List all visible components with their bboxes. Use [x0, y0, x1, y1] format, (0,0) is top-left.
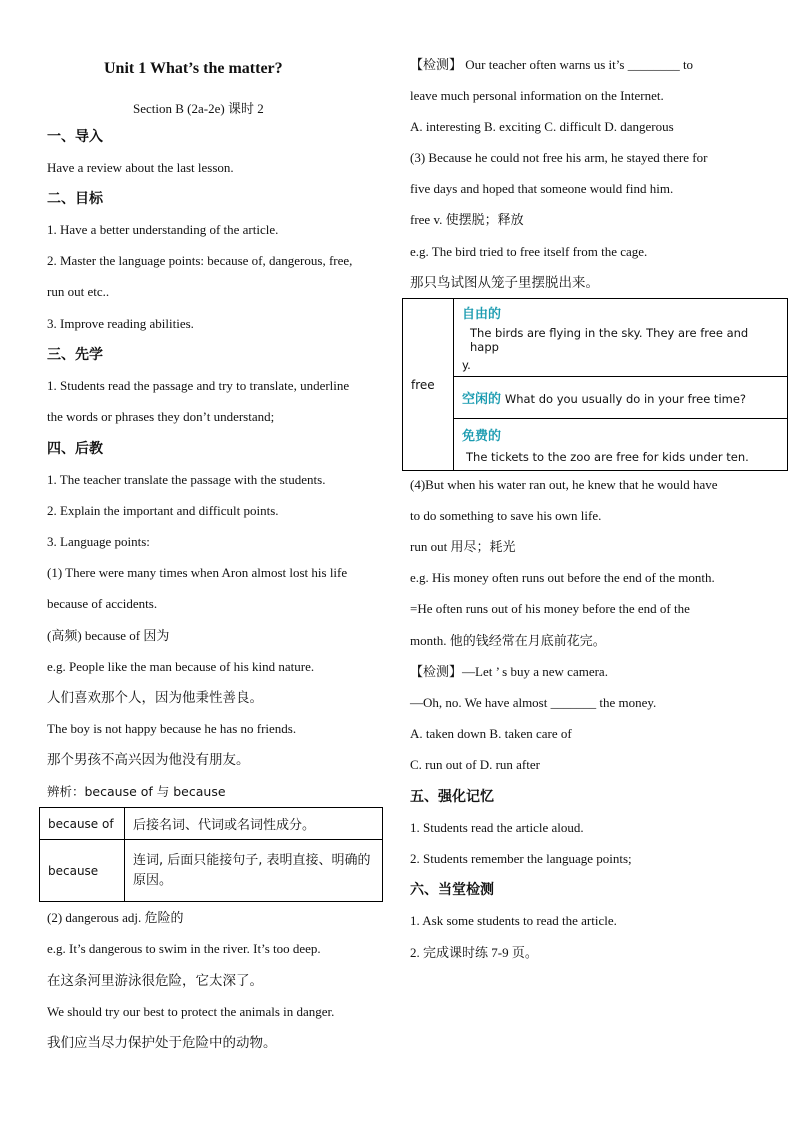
text-line: Have a review about the last lesson.: [47, 160, 234, 175]
meaning-cell: [454, 299, 788, 377]
meaning-cell: [454, 377, 788, 419]
text-line: 辨析：because of 与 because: [47, 784, 226, 799]
text-line: free v. 使摆脱；释放: [410, 212, 524, 227]
text-line: because of accidents.: [47, 596, 158, 611]
text-line: e.g. The bird tried to free itself from the cage.: [410, 244, 648, 259]
text-line: 1. Have a better understanding of the article.: [47, 222, 279, 237]
text-line: 1. Students read the passage and try to translate, underline: [47, 378, 350, 393]
meaning-label: 自由的: [462, 307, 502, 322]
text-line: (4)But when his water ran out, he knew that he would have: [410, 477, 718, 492]
text-line: =He often runs out of his money before the end of the: [410, 601, 690, 616]
text-line: run out 用尽；耗光: [410, 539, 516, 554]
text-line: 【检测】 Our teacher often warns us it’s ________ to: [410, 57, 694, 72]
table-term: because of: [40, 808, 125, 840]
table-desc: 连词, 后面只能接句子, 表明直接、明确的原因。: [125, 840, 383, 902]
text-line: (高频) because of 因为: [47, 628, 170, 643]
text-line: We should try our best to protect the animals in danger.: [47, 1004, 335, 1019]
free-meanings-table: [402, 298, 788, 471]
because-comparison-table: [39, 807, 383, 902]
text-line: 我们应当尽力保护处于危险中的动物。: [47, 1035, 277, 1051]
text-line: leave much personal information on the Internet.: [410, 88, 664, 103]
text-line: e.g. People like the man because of his kind nature.: [47, 659, 315, 674]
meaning-example: What do you usually do in your free time?: [504, 392, 747, 406]
table-term: because: [40, 840, 125, 902]
text-line: 2. 完成课时练 7-9 页。: [410, 945, 538, 960]
meaning-example: The tickets to the zoo are free for kids under ten.: [466, 450, 749, 464]
text-line: 那个男孩不高兴因为他没有朋友。: [47, 752, 250, 768]
text-line: The boy is not happy because he has no friends.: [47, 721, 297, 736]
table-row: [40, 840, 383, 902]
section-heading: 六、当堂检测: [410, 882, 494, 898]
meaning-label: 空闲的: [462, 392, 502, 407]
text-line: 人们喜欢那个人，因为他秉性善良。: [47, 690, 263, 706]
text-line: (1) There were many times when Aron almost lost his life: [47, 565, 348, 580]
text-line: 2. Explain the important and difficult points.: [47, 503, 279, 518]
text-line: (2) dangerous adj. 危险的: [47, 910, 184, 925]
text-line: run out etc..: [47, 284, 110, 299]
section-heading: 一、导入: [47, 129, 103, 145]
text-line: five days and hoped that someone would find him.: [410, 181, 674, 196]
text-line: e.g. His money often runs out before the end of the month.: [410, 570, 715, 585]
table-word: free: [403, 299, 454, 471]
section-heading: 二、目标: [47, 191, 103, 207]
section-heading: 五、强化记忆: [410, 789, 494, 805]
table-row: [403, 299, 788, 377]
text-line: (3) Because he could not free his arm, he stayed there for: [410, 150, 708, 165]
page-title: Unit 1 What’s the matter?: [104, 60, 283, 77]
text-line: the words or phrases they don’t understand;: [47, 409, 275, 424]
text-line: 2. Master the language points: because of, dangerous, free,: [47, 253, 353, 268]
table-desc: 后接名词、代词或名词性成分。: [125, 808, 383, 840]
text-line: 3. Improve reading abilities.: [47, 316, 194, 331]
meaning-cell: [454, 419, 788, 471]
meaning-example-cont: y.: [462, 358, 471, 372]
table-row: [40, 808, 383, 840]
text-line: 3. Language points:: [47, 534, 150, 549]
text-line: A. interesting B. exciting C. difficult D. dangerous: [410, 119, 674, 134]
section-heading: 四、后教: [47, 441, 103, 457]
page-subtitle: Section B (2a-2e) 课时 2: [133, 101, 264, 116]
text-line: 1. Ask some students to read the article.: [410, 913, 617, 928]
text-line: month. 他的钱经常在月底前花完。: [410, 633, 606, 648]
text-line: 1. The teacher translate the passage with the students.: [47, 472, 326, 487]
meaning-label: 免费的: [462, 429, 502, 444]
table-row: [403, 377, 788, 419]
text-line: 在这条河里游泳很危险，它太深了。: [47, 973, 263, 989]
text-line: to do something to save his own life.: [410, 508, 602, 523]
text-line: 2. Students remember the language points;: [410, 851, 632, 866]
text-line: e.g. It’s dangerous to swim in the river. It’s too deep.: [47, 941, 321, 956]
text-line: C. run out of D. run after: [410, 757, 540, 772]
text-line: 1. Students read the article aloud.: [410, 820, 584, 835]
text-line: 【检测】—Let ’ s buy a new camera.: [410, 664, 608, 679]
text-line: —Oh, no. We have almost _______ the money.: [410, 695, 657, 710]
meaning-example: The birds are flying in the sky. They are free and happ: [470, 326, 749, 354]
text-line: 那只鸟试图从笼子里摆脱出来。: [410, 275, 599, 291]
text-line: A. taken down B. taken care of: [410, 726, 572, 741]
table-row: [403, 419, 788, 471]
section-heading: 三、先学: [47, 347, 103, 363]
